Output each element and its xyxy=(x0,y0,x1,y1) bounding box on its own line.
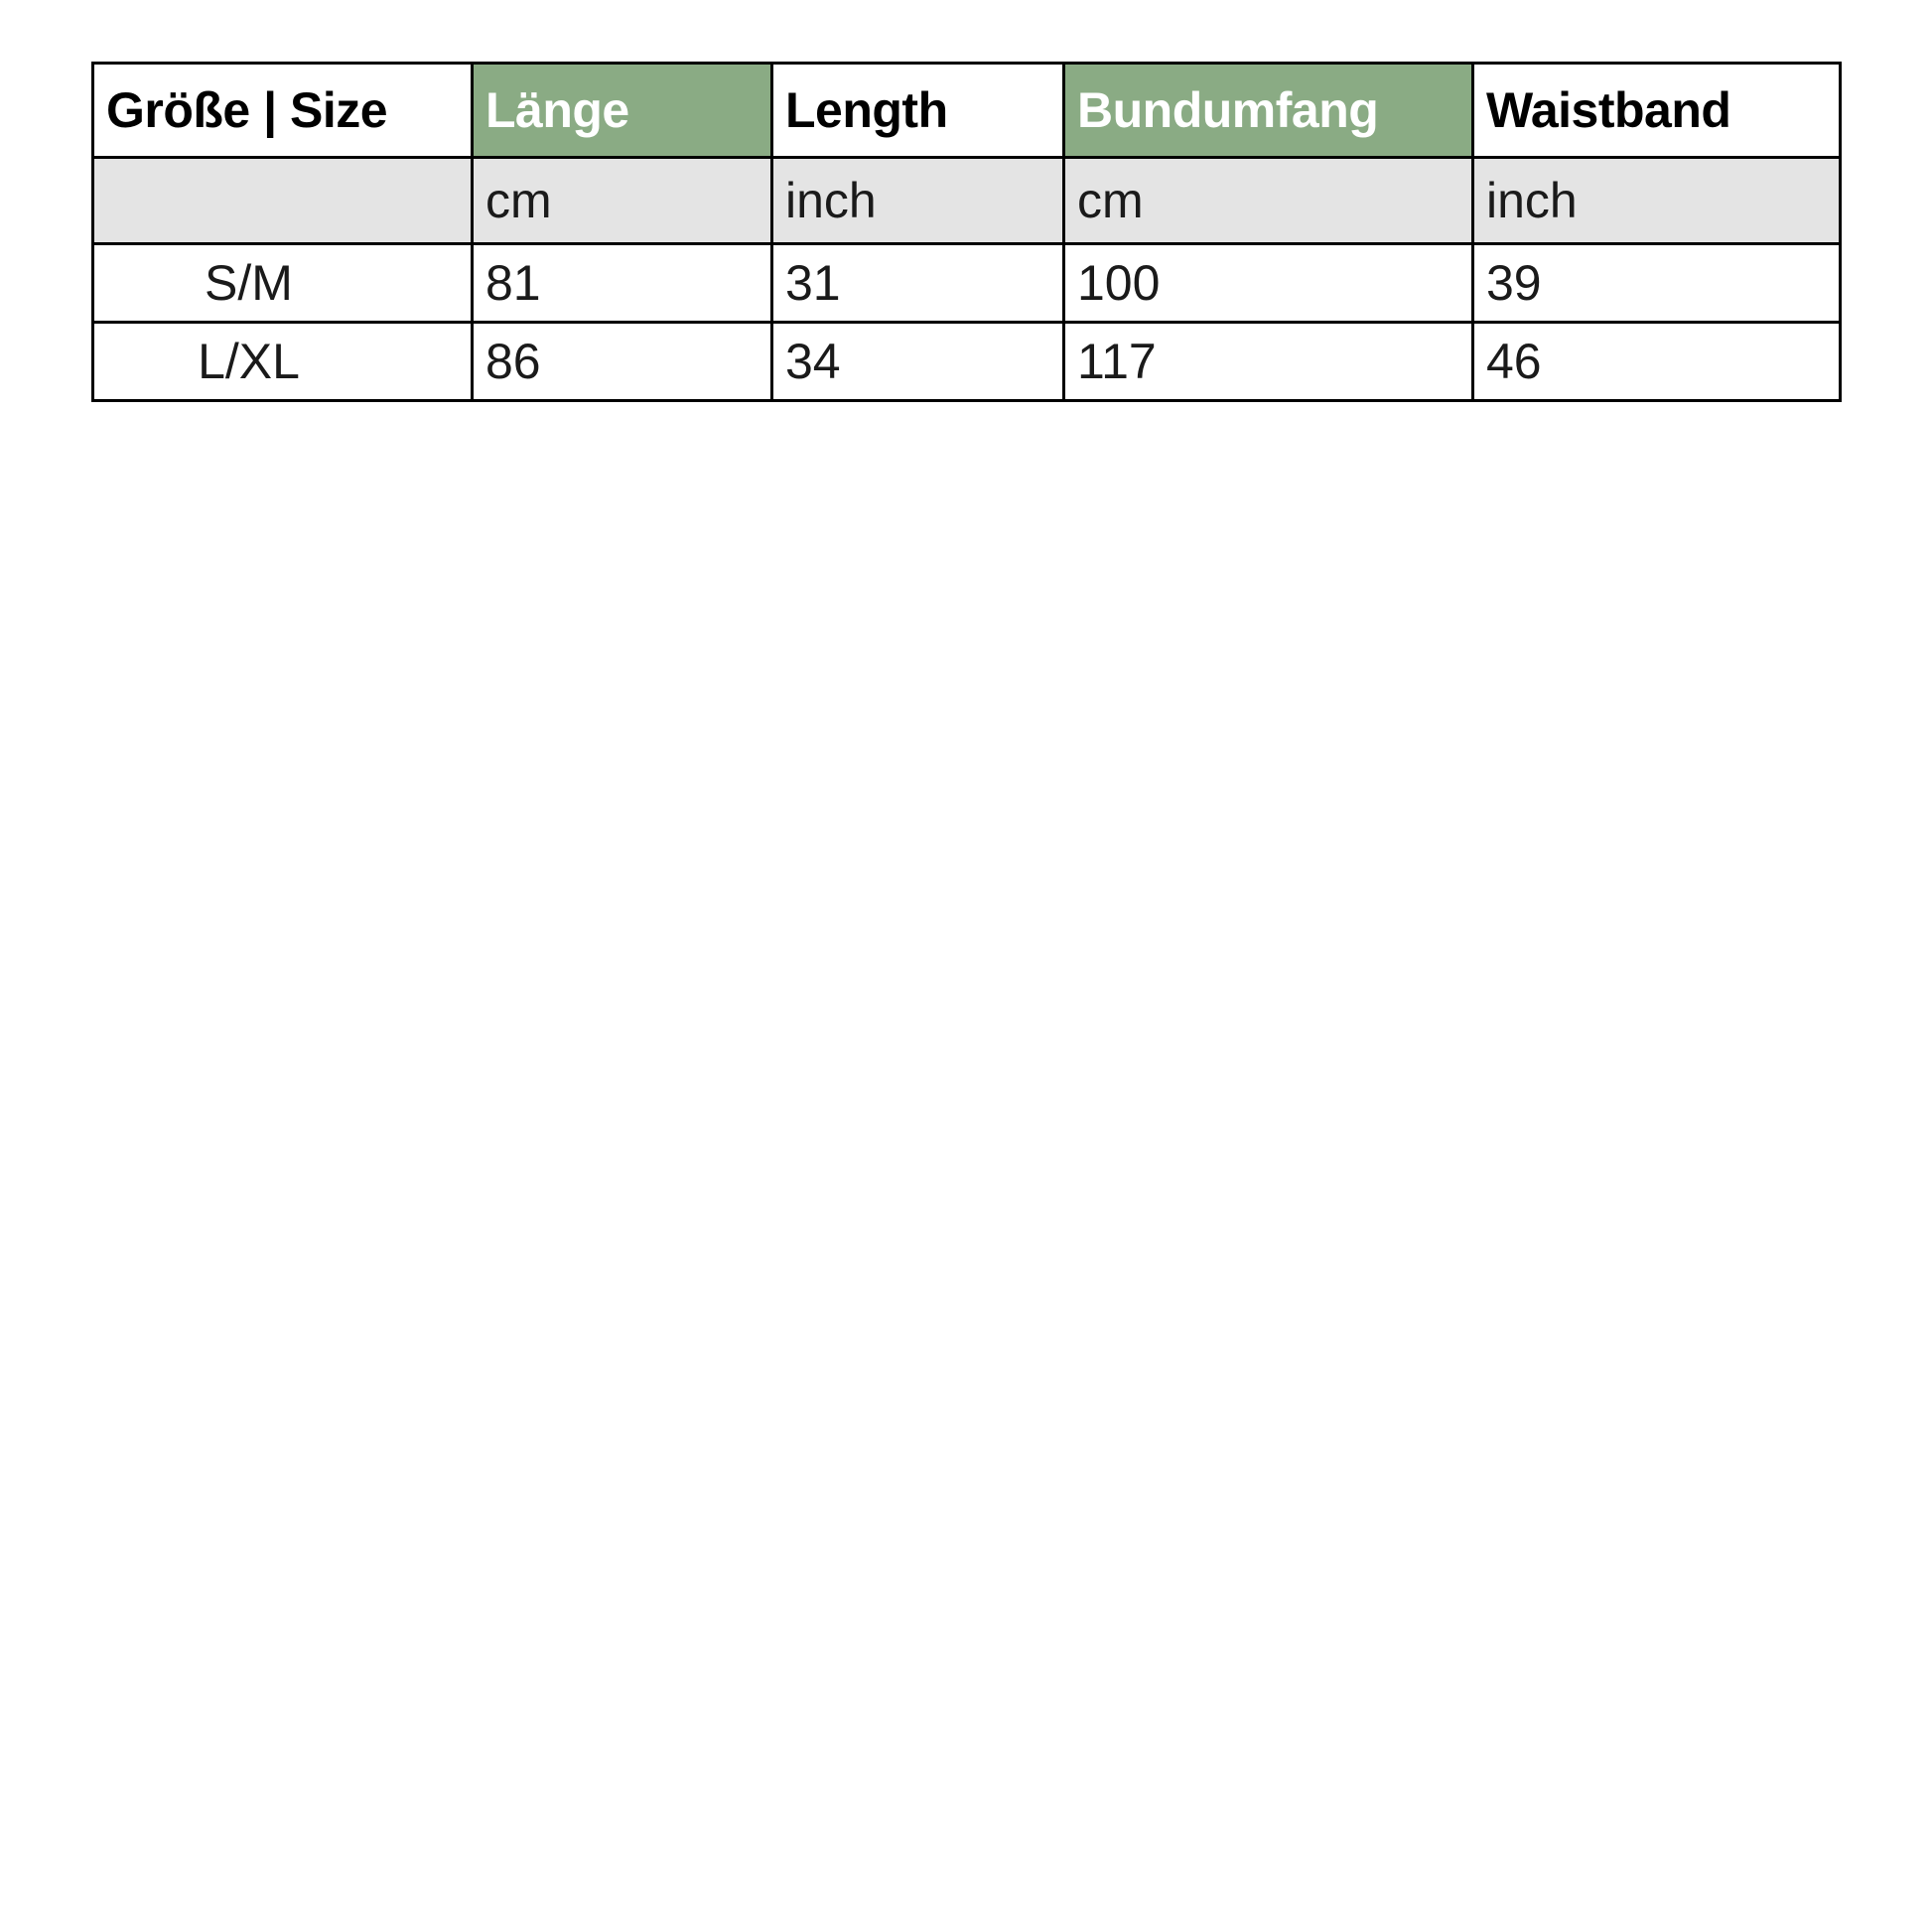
row-length-inch: 34 xyxy=(785,334,841,389)
row-length-cm: 81 xyxy=(485,255,541,311)
table-unit-row xyxy=(93,158,1841,244)
header-cell-waist-en xyxy=(1473,64,1841,158)
row-size-label: S/M xyxy=(205,255,293,311)
cell-length-inch xyxy=(772,323,1064,401)
unit-cell-length-inch xyxy=(772,158,1064,244)
table-row xyxy=(93,244,1841,323)
table-row xyxy=(93,323,1841,401)
unit-cell-waist-cm xyxy=(1064,158,1473,244)
header-cell-length-en xyxy=(772,64,1064,158)
unit-label-length-inch: inch xyxy=(785,173,877,228)
header-cell-length-de xyxy=(473,64,772,158)
header-cell-waist-de xyxy=(1064,64,1473,158)
cell-waist-inch xyxy=(1473,323,1841,401)
cell-length-inch xyxy=(772,244,1064,323)
row-size-label: L/XL xyxy=(198,334,300,389)
table-header-row xyxy=(93,64,1841,158)
header-label-length-en: Length xyxy=(785,82,948,138)
size-chart-table xyxy=(91,62,1842,402)
row-length-inch: 31 xyxy=(785,255,841,311)
row-waist-cm: 100 xyxy=(1077,255,1161,311)
cell-length-cm xyxy=(473,244,772,323)
unit-label-size xyxy=(94,159,471,242)
unit-label-length-cm: cm xyxy=(485,173,552,228)
header-label-waist-de: Bundumfang xyxy=(1065,65,1471,156)
cell-size xyxy=(93,244,473,323)
size-chart-container xyxy=(91,62,1839,402)
header-cell-size xyxy=(93,64,473,158)
row-waist-inch: 46 xyxy=(1486,334,1542,389)
header-label-waist-en: Waistband xyxy=(1486,82,1731,138)
row-waist-inch: 39 xyxy=(1486,255,1542,311)
unit-cell-length-cm xyxy=(473,158,772,244)
header-label-length-de: Länge xyxy=(474,65,770,156)
cell-length-cm xyxy=(473,323,772,401)
cell-waist-inch xyxy=(1473,244,1841,323)
header-label-size: Größe | Size xyxy=(106,82,388,138)
cell-waist-cm xyxy=(1064,244,1473,323)
unit-cell-size xyxy=(93,158,473,244)
row-waist-cm: 117 xyxy=(1077,334,1157,389)
cell-waist-cm xyxy=(1064,323,1473,401)
unit-cell-waist-inch xyxy=(1473,158,1841,244)
row-length-cm: 86 xyxy=(485,334,541,389)
unit-label-waist-cm: cm xyxy=(1077,173,1144,228)
cell-size xyxy=(93,323,473,401)
unit-label-waist-inch: inch xyxy=(1486,173,1578,228)
